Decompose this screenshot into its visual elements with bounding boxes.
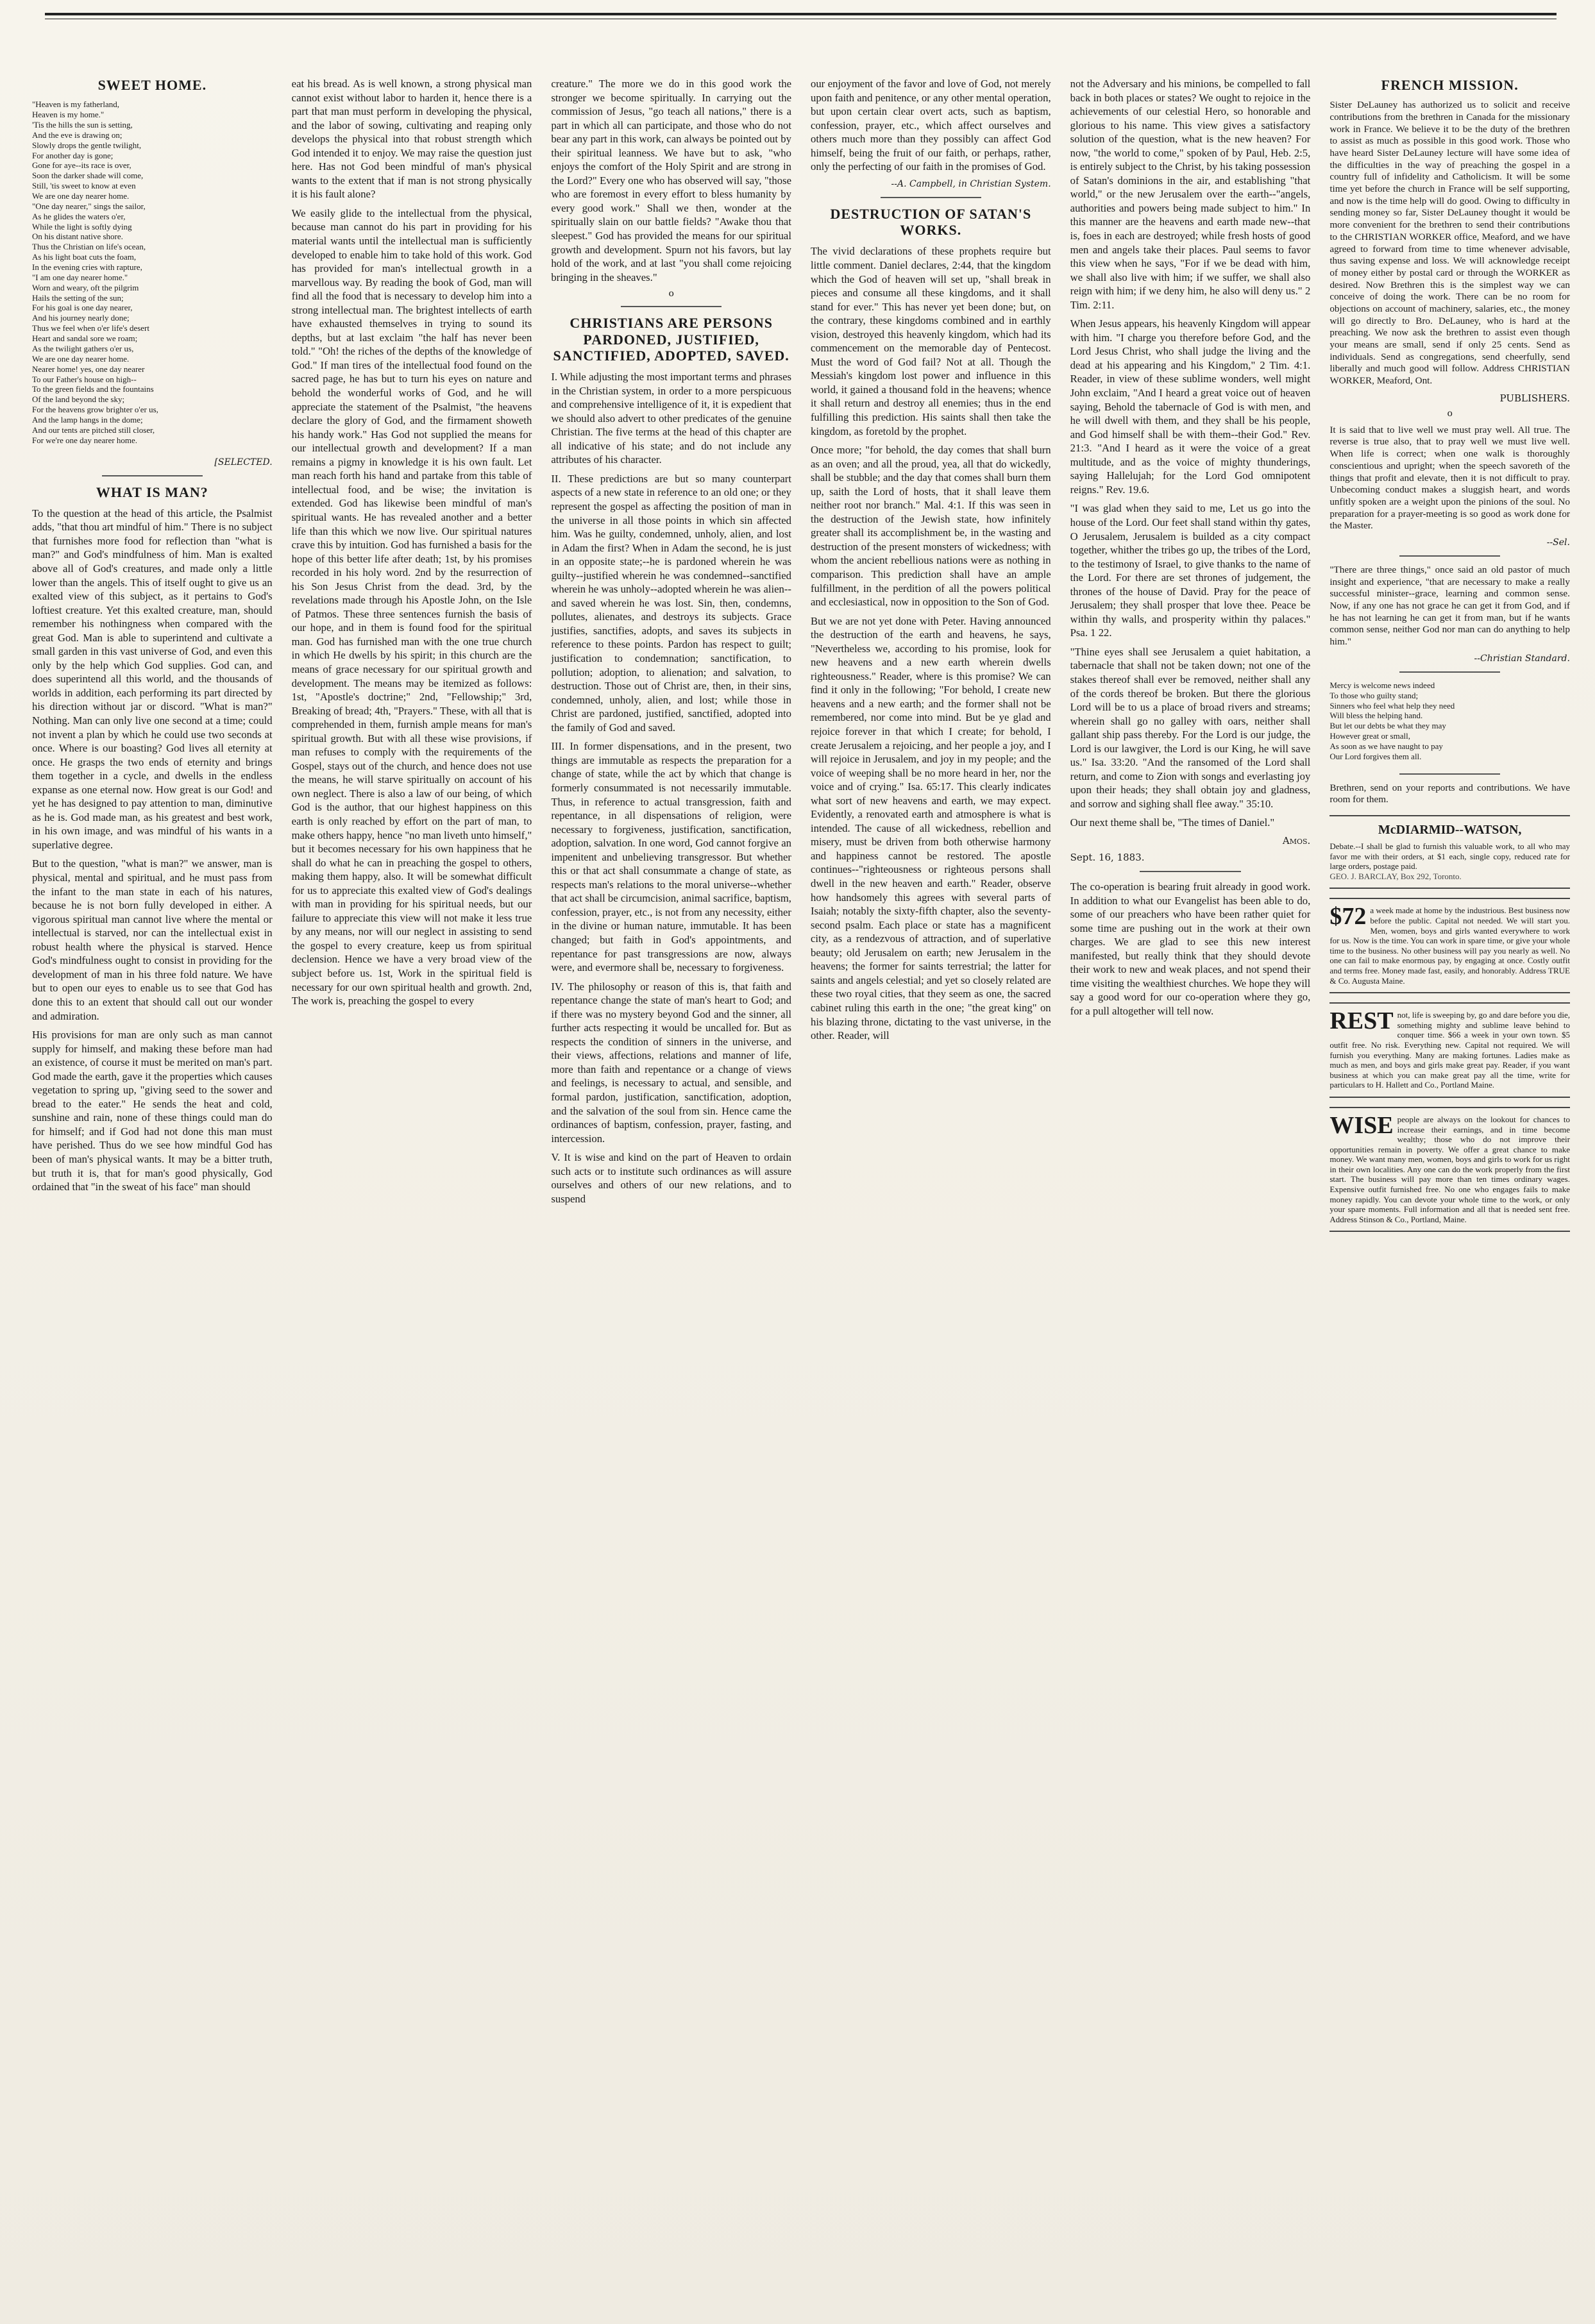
poem-line: And our tents are pitched still closer,: [32, 425, 155, 435]
destruction-paragraph: Once more; "for behold, the day comes that shall burn as an oven; and all the proud, yea, all that do wickedly, shall be stubble; and the day that comes shall burn them up, saith the Lord of hosts, that it shall leave them neither root nor branch." Mal. 4:1. If this was seen in the destruction of the Jewish state, how infinitely greater shall its accomplishment be, in the wasting and destruction of the present monsters of wickedness; with whom the ancient rebellious nations were as nothing in comparison. This prediction shall have an ample fulfillment, in the perdition of all the powers political and ecclesiastical, now in opposition to the Son of God.: [810, 444, 1051, 609]
amos-signature: Amos.: [1282, 834, 1311, 846]
column-6: [1329, 77, 1571, 2302]
debate-ad: [1329, 815, 1570, 889]
money-ad-1: [1329, 898, 1570, 993]
christians-paragraph: I. While adjusting the most important terms and phrases in the Christian system, in order to a more perspicuous and comprehensive intelligence of it, it is expedient that we should also advert to other predicates of the genuine Christian. The five terms at the head of this chapter are all indicative of his state; and do not include any attributes of his character.: [551, 371, 791, 466]
section-divider: [1399, 671, 1500, 673]
poem-line: And the lamp hangs in the dome;: [32, 414, 143, 425]
sweet-home-poem: [32, 99, 273, 445]
debate-ad-text: Debate.--I shall be glad to furnish this valuable work, to all who may favor me with their orders, at $1 each, single copy, reduced rate for large orders, postage paid.: [1329, 841, 1570, 872]
poem-line: Slowly drops the gentle twilight,: [32, 140, 142, 150]
poem-line: While the light is softly dying: [32, 221, 132, 232]
poem-line: 'Tis the hills the sun is setting,: [32, 120, 133, 130]
poem-line: And his journey nearly done;: [32, 313, 130, 323]
money-ad-1-text: a week made at home by the industrious. Best business now before the public. Capital not needed. We will start you. Men, women, boys and girls wanted everywhere to work for us. Now is the time. You can work in spare time, or give your whole time to the business. No other business will pay you nearly as well. No one can fail to make enormous pay, by engaging at once. Costly outfit and terms free. Money made fast, easily, and honorably. Address TRUE & Co. Augusta Maine.: [1329, 905, 1570, 986]
destruction-continued: "Thine eyes shall see Jerusalem a quiet habitation, a tabernacle that shall not be taken down; not one of the stakes thereof shall ever be removed, neither shall any of the cords thereof be broken. But there the glorious Lord will be to us a place of broad rivers and streams; wherein shall go no galley with oars, neither shall gallant ship pass thereby. For the Lord is our judge, the Lord is our lawgiver, the Lord is our King, he will save us." Isa. 33:20. "And the ransomed of the Lord shall return, and come to Zion with songs and everlasting joy upon their heads; they shall obtain joy and gladness, and sorrow and sighing shall flee away." 35:10.: [1070, 645, 1311, 810]
poem-line: As his light boat cuts the foam,: [32, 252, 137, 262]
destruction-paragraph: The vivid declarations of these prophets require but little comment. Daniel declares, 2:44, that the kingdom which the God of heaven will set up, "shall break in pieces and consume all these kingdoms, and it shall stand for ever." This has never yet been done; but, on the contrary, these kingdoms combined and in earthly vision, destroyed this heavenly kingdom, which had its commencement on the memorable day of Pentecost. Must the word of God fail? Not at all. Though the Messiah's kingdom lost power and influence in this world, it gained a thousand fold in the heavens; whence it shall return and destroy all enemies; thus in the end fulfilling this prediction. His saints shall then take the kingdom, as foretold by the prophet.: [810, 245, 1051, 437]
what-is-man-paragraph: His provisions for man are only such as man cannot supply for himself, and making these before man had an existence, of course it must be merited on man's part. God made the earth, gave it the properties which causes vegetation to spring up, "giving seed to the sower and bread to the eater." He sends the heat and cold, sunshine and rain, none of these things could man do for himself; and if God had not done this man must have perished. Thus do we see how mindful God has been of man's physical wants. It may be a bitter truth, but truth it is, that for man's good physically, God ordained that "in the sweat of his face" man should: [32, 1029, 273, 1193]
destruction-closing: Our next theme shall be, "The times of Daniel.": [1070, 816, 1275, 829]
what-is-man-continued: eat his bread. As is well known, a strong physical man cannot exist without labor to harden it, hence there is a part that man must perform in developing the physical, and the labor of sowing, cultivating and reaping only develops the physical into that robust strength which God intended it to enjoy. We may raise the question just here. Has not God been mindful of man's physical wants to the extent that if man is not strong physically it is his fault alone?: [291, 78, 532, 201]
money-ad-2-head: REST: [1329, 1007, 1394, 1035]
column-3: [551, 77, 793, 2302]
money-ad-2-text: not, life is sweeping by, go and dare before you die, something mighty and sublime leave behind to conquer time. $66 a week in your own town. $5 outfit free. No risk. Everything new. Capital not required. We will furnish you everything. Many are making fortunes. Ladies make as much as men, and boys and girls make great pay. Reader, if you want business at which you can make great pay all the time, write for particulars to H. Hallett and Co., Portland Maine.: [1329, 1010, 1570, 1090]
destruction-continued: not the Adversary and his minions, be compelled to fall back in both places or states? We ought to rejoice in the achievements of our celestial Hero, so honorable and glorious to his name. This view gives a satisfactory solution of the question, what is the new heaven? For now, "the world to come," spoken of by Paul, Heb. 2:5, is entirely subject to the Christ, by his taking possession of Satan's dominions in the air, and establishing "that world," or the new Jerusalem over the earth--"angels, authorities and powers being made subject to him." In this manner are the heavens and earth made new--that is, foes in each are destroyed; while fresh hosts of good men and angels take their places. Paul seems to favor this view when he says, "For if we be dead with him, we shall also live with him; if we suffer, we shall also reign with him; if we deny him, he also will deny us." 2 Tim. 2:11.: [1070, 78, 1311, 311]
poem-line: Worn and weary, oft the pilgrim: [32, 282, 139, 292]
column-5: [1070, 77, 1312, 2302]
poem-line: However great or small,: [1329, 731, 1410, 741]
sweet-home-credit: [SELECTED.: [214, 457, 273, 467]
poem-line: Soon the darker shade will come,: [32, 171, 144, 181]
poem-line: Thus the Christian on life's ocean,: [32, 242, 146, 252]
what-is-man-continued: We easily glide to the intellectual from the physical, because man cannot do his part in providing for his material wants until the intellectual man is sufficiently developed to enable him to take hold of this work. God has provided for man's intellectual growth in a marvellous way. By reading the book of God, man will find all the food that is necessary to develop him into a strong intellectual man. The brightest intellects of earth have exhausted themselves in trying to sound its depths, but at last exclaim "the half has never been told." "Oh! the riches of the depths of the knowledge of God." If man tires of the intellectual food found on the sacred page, he has but to turn his eyes on nature and behold the wonderful works of God, and he will appreciate the statement of the Psalmist, "the heavens declare the glory of God, and the firmament showeth his handy work." Has God not supplied the means for our intellectual growth and development? If a man remains a pigmy in knowledge it is his own fault. Let man reach forth his hand and partake from this table of intellectual food, and be wise; the invitation is extended. God has likewise been mindful of man's spiritual wants. He has revealed another and a better life than this which we now live. Our spiritual natures crave this by intuition. God has furnished a basis for the hope of this better life after death; 1st, by his promises recorded in his holy word. 2nd by the resurrection of his Son Jesus Christ from the dead. 3rd, by the revelations made through his Apostle John, on the Isle of Patmos. These three sentences furnish the basis of our hope, and in them is found food for the spiritual man. God has furnished man with the one true church in which He dwells by his spirit; in this church are the means of grace necessary for our spiritual growth and development. The means may be itemized as follows: 1st, "Apostle's doctrine;" 2nd, "Fellowship;" 3rd, Breaking of bread; 4th, "Prayers." These, with all that is comprehended in them, furnish ample means for man's spiritual growth. But with all these wise provisions, if man refuses to comply with the requirements of the Gospel, stays out of the church, and hence does not use the means, he will starve spiritually on account of his own neglect. There is also a law of our being, of which God is the author, that our highest happiness on this earth is only reached by effort on the part of man, to make others happy, hence "no man liveth unto himself," but it becomes necessary for his own happiness that he shall do what he can in preaching the gospel to others, making them happy, also. It will be somewhat difficult for us to appreciate this exalted view of God's dealings with man in providing for his spiritual needs, but our failure to appreciate this view will not make it less true by any means, nor will our neglect in assisting to send the gospel to every creature, keep us from spiritual declension. Hence we have a very broad view of the subject before us. 1st, Work in the spiritual field is necessary for our own spiritual health and growth. 2nd, The work is, preaching the gospel to every: [291, 206, 532, 1007]
what-is-man-paragraph: But to the question, "what is man?" we answer, man is physical, mental and spiritual, and he must pass from the infant to the man state in each of his natures, because he is not born fully developed in either. A vigorous spiritual man cannot live where the mental or intellectual is starved, nor can the intellectual exist in robust health where the physical is starved. Hence God's mindfulness ought to consist in providing for the development of man in his three fold nature. We have but to open our eyes to enable us to see that God has done this to an extent that should call out our wonder and admiration.: [32, 857, 273, 1022]
section-divider: [1399, 773, 1500, 775]
poem-line: Heart and sandal sore we roam;: [32, 333, 138, 344]
christians-paragraph: IV. The philosophy or reason of this is, that faith and repentance change the state of man's heart to God; and if there was no mystery beyond God and the sinner, all further acts respecting it would be uncalled for. But as respects the condition of sinners in the universe, and their views, affections, relations and manner of life, more than faith and repentance or a change of views and feelings, is necessary to actual, and sensible, and formal pardon, justification, sanctification, adoption, and the salvation of the soul from sin. Hence came the ordinances of baptism, confession, prayer, fasting, and intercession.: [551, 980, 791, 1145]
money-ad-3-head: WISE: [1329, 1111, 1394, 1139]
destruction-paragraph: But we are not yet done with Peter. Having announced the destruction of the earth and heavens, he says, "Nevertheless we, according to his promise, look for new heavens and a new earth wherein dwells righteousness." Reader, where is this promise? We can find it only in the following; "For behold, I create new heavens and a new earth; and the former shall not be remembered, nor come into mind. But be ye glad and rejoice forever in that which I create; for behold, I create Jerusalem a rejoicing, and her people a joy, and I will rejoice in Jerusalem, and joy in my people; and the voice of weeping shall be no more heard in her, nor the voice and of crying." Isa. 65:17. This clearly indicates what sort of new heavens and earth, we may expect. Evidently, a renovated earth and atmosphere is what is intended. The cause of all wickedness, rebellion and misery, must be driven from both otherwise harmony and happiness cannot be restored. The apostle continues--"righteousness or righteous persons shall dwell in the new heaven and earth." Reader, observe how handsomely this agrees with several parts of Isaiah; notably the sixty-fifth chapter, also the seventy-second psalm. Each place or state has a magnificent city, as a rendezvous of attraction, and of superlative beauty; old Jerusalem on earth; new Jerusalem in the heavens; the former for saints terrestrial; the latter for saints and angels celestial; and yet so closely related are these two royal cities, that they seem as one, the sacred cabinet ruling this earth in the one; "the great king" on his blazing throne, dictating to the vast universe, in the other. Reader, will: [810, 614, 1051, 1042]
destruction-title: DESTRUCTION OF SATAN'S WORKS.: [830, 205, 1032, 239]
what-is-man-title: WHAT IS MAN?: [96, 484, 208, 500]
money-ad-3-text: people are always on the lookout for chances to increase their earnings, and in time become wealthy; those who do not improve their opportunities remain in poverty. We offer a great chance to make money. We want many men, women, boys and girls to work for us right in their own localities. Any one can do the work properly from the first start. The business will pay more than ten times ordinary wages. Expensive outfit furnished free. No one who engages fails to make money rapidly. You can devote your whole time to the work, or only your spare moments. Full information and all that is needed sent free. Address Stinson & Co., Portland, Maine.: [1329, 1114, 1570, 1224]
debate-ad-head: McDIARMID--WATSON,: [1378, 823, 1522, 838]
poem-line: To those who guilty stand;: [1329, 690, 1419, 700]
brethren-note: Brethren, send on your reports and contributions. We have room for them.: [1329, 782, 1570, 805]
christians-ending: our enjoyment of the favor and love of God, not merely upon faith and penitence, or any other mental operation, but upon certain clear overt acts, such as baptism, confession, prayer, etc., which affect ourselves and others much more than they possibly can affect God himself, being the fruit of our faith, or perhaps, rather, only the perfecting of our faith in the promises of God.: [810, 78, 1051, 173]
newspaper-columns: [32, 77, 1571, 2302]
section-divider: [621, 306, 722, 307]
three-things-credit: --Christian Standard.: [1474, 653, 1570, 664]
poem-line: To the green fields and the fountains: [32, 384, 154, 394]
poem-line: As he glides the waters o'er,: [32, 211, 126, 221]
debate-ad-signature: GEO. J. BARCLAY, Box 292, Toronto.: [1329, 871, 1462, 881]
poem-line: "One day nearer," sings the sailor,: [32, 201, 146, 211]
christians-paragraph: II. These predictions are but so many counterpart aspects of a new state in reference to an old one; or they represent the gospel as affecting the position of man in the universe in all those points in which sin affected him. Was he guilty, condemned, unholy, alien, and lost in Adam the first? When in Adam the second, he is just in an opposite state;--he is pardoned wherein he was guilty--justified wherein he was condemned--sanctified wherein he was unholy--adopted wherein he was alien--and saved wherein he was lost. Sin, then, condemns, pollutes, alienates, and destroys its subjects. Grace justifies, sanctifies, adopts, and saves its subjects in reference to these points. Pardon has respect to guilt; justification to condemnation; sanctification, to pollution; adoption, to alienation; and salvation, to destruction. Those out of Christ are, then, in their sins, condemned, unholy, alien, and lost; while those in Christ are pardoned, justified, sanctified, adopted into the family of God and saved.: [551, 472, 791, 734]
ornament: o: [1447, 408, 1453, 419]
mercy-poem: [1329, 680, 1570, 762]
poem-line: For we're one day nearer home.: [32, 435, 138, 445]
french-mission-title: FRENCH MISSION.: [1381, 77, 1519, 93]
section-divider: [881, 197, 981, 198]
poem-line: Mercy is welcome news indeed: [1329, 680, 1435, 690]
poem-line: Sinners who feel what help they need: [1329, 700, 1455, 711]
destruction-continued: "I was glad when they said to me, Let us go into the house of the Lord. Our feet shall stand within thy gates, O Jerusalem, Jerusalem is builded as a city compact together, whither the tribes go up, the tribes of the Lord, to the testimony of Israel, to give thanks to the name of the Lord. For there are set thrones of judgement, the thrones of the house of David. Pray for the peace of Jerusalem; they shall prosper that love thee. Peace be within thy walls, and prosperity within thy palaces." Psa. 1 22.: [1070, 502, 1311, 639]
poem-line: Our Lord forgives them all.: [1329, 751, 1422, 761]
christians-title: CHRISTIANS ARE PERSONS PARDONED, JUSTIFIED, SANCTIFIED, ADOPTED, SAVED.: [553, 315, 789, 364]
poem-line: For his goal is one day nearer,: [32, 303, 133, 313]
money-ad-1-head: $72: [1329, 903, 1367, 930]
ornament: o: [668, 289, 674, 299]
three-things-paragraph: "There are three things," once said an old pastor of much insight and experience, "that are necessary to make a really successful minister--grace, learning and common sense. Now, if any one has not grace he can get it from God, and if he has not learning he can get it from man, but if he wants common sense, neither God nor man can do anything to help him.": [1329, 564, 1570, 648]
destruction-continued: When Jesus appears, his heavenly Kingdom will appear with him. "I charge you therefore before God, and the Lord Jesus Christ, who shall judge the living and the dead at his appearing and his Kingdom," 2 Tim. 4:1. Reader, in view of these sublime wonders, well might John exclaim, "And I heard a great voice out of heaven saying, Behold the tabernacle of God is with men, and he will dwell with them, and they shall be his people, and God himself shall be with them--their God." Rev. 21:3. "And I heard as it were the voice of a great multitude, and as the voice of mighty thunderings, saying Hallelujah; for the Lord God omnipotent reigns." Rev. 19.6.: [1070, 317, 1311, 496]
poem-line: In the evening cries with rapture,: [32, 262, 142, 273]
poem-line: We are one day nearer home.: [32, 353, 130, 364]
poem-line: For the heavens grow brighter o'er us,: [32, 405, 158, 415]
poem-line: "Heaven is my fatherland,: [32, 99, 119, 110]
poem-line: "I am one day nearer home.": [32, 272, 128, 282]
poem-line: But let our debts be what they may: [1329, 721, 1446, 731]
column-4: [811, 77, 1052, 2302]
section-divider: [1399, 555, 1500, 557]
publishers-signature: PUBLISHERS.: [1499, 392, 1570, 404]
poem-line: Nearer home! yes, one day nearer: [32, 364, 145, 374]
christians-credit: --A. Campbell, in Christian System.: [891, 178, 1051, 189]
sweet-home-title: SWEET HOME.: [97, 77, 207, 93]
poem-line: Still, 'tis sweet to know at even: [32, 181, 136, 191]
poem-line: Heaven is my home.": [32, 110, 105, 120]
prayer-credit: --Sel.: [1546, 537, 1570, 548]
poem-line: Gone for aye--its race is over,: [32, 160, 131, 171]
section-divider: [1140, 871, 1240, 872]
poem-line: As the twilight gathers o'er us,: [32, 343, 134, 353]
poem-line: We are one day nearer home.: [32, 191, 130, 201]
cooperation-paragraph: The co-operation is bearing fruit already in good work. In addition to what our Evangelist has been able to do, some of our preachers who have been rather quiet for some time are pushing out in the work at their own charges. We are glad to see this new interest manifested, but really think that they should devote their work to new and weak places, and not spend their time visiting the wealthiest churches. We hope they will say a good word for our co-operation where they go, for a pull altogether will tell now.: [1070, 880, 1311, 1017]
poem-line: For another day is gone;: [32, 150, 114, 160]
christians-paragraph: V. It is wise and kind on the part of Heaven to ordain such acts or to institute such ordinances as will assure ourselves and others of our new relations, and to suspend: [551, 1151, 791, 1205]
poem-line: As soon as we have naught to pay: [1329, 741, 1443, 751]
what-is-man-ending: creature." The more we do in this good work the stronger we become spiritually. In carrying out the commission of Jesus, "go teach all nations," there is a part in which all can participate, and those who do not bear any part in this work, can always be pointed out by their spiritual leanness. We have but to ask, "who enjoys the comfort of the Holy Spirit and are strong in the Lord?" Every one who has observed will say, "those who are foremost in every effort to bless humanity by every good work." Shall we then, wonder at the spiritually slain on our battle fields? "Awake thou that sleepest." God has provided the means for our spiritual growth and development. Spurn not his favors, but lay hold of the work, and at last "you shall come rejoicing bringing in the sheaves.": [551, 78, 791, 283]
christians-paragraph: III. In former dispensations, and in the present, two things are immutable as respects the preparation for a change of state, while the act by which that change is formerly consummated is not necessarily immutable. Thus, in reference to actual transgression, faith and repentance, in all dispensations of religion, were necessary to forgiveness, justification, sanctification, adoption, salvation. In one word, God cannot forgive an impenitent and unbelieving transgressor. But whether this or that act shall consummate a change of state, as respects man's relations to the moral universe--whether that act shall be circumcision, animal sacrifice, baptism, confession, prayer, etc., is not from any necessity, either in the divine or human nature, immutable. It has been changed; but faith in God's appointments, and repentance for past transgressions are now, always were, and evermore shall be, necessary to forgiveness.: [551, 740, 791, 974]
poem-line: Of the land beyond the sky;: [32, 394, 125, 405]
poem-line: And the eve is drawing on;: [32, 130, 122, 140]
article-date: Sept. 16, 1883.: [1070, 851, 1145, 863]
what-is-man-paragraph: To the question at the head of this article, the Psalmist adds, "that thou art mindful of him." There is no subject that furnishes more food for reflection than "what is man?" and God's mindfulness of him. Man is exalted above all of God's creatures, and made only a little lower than the angels. This of itself ought to give us an exalted view of this subject, as it pertains to God's loftiest creature. Yet this exalted creature, man, should remember his nothingness when compared with the great God. Man is able to superintend and cultivate a small garden in this vast universe of God, and even this only by the help which God supplies. God can, and does superintend all this world, and the thousands of worlds in addition, each performing its part directed by his direction without jar or discord. "What is man?" Nothing. Man can only live one second at a time; could not invent a plan by which he could use two seconds at once. Where is our boasting? God lives all eternity at once. He grasps the two ends of eternity and brings them together in a cycle, and dwells in the endless expanse as one eternal now. How great is our God! and yet he has designed to pay attention to man, diminutive as he is. God made man, as his greatest and best work, in his own image, and was mindful of his wants in a superlative degree.: [32, 507, 273, 851]
column-2: [292, 77, 534, 2302]
poem-line: To our Father's house on high--: [32, 374, 137, 384]
money-ad-2: [1329, 1002, 1570, 1098]
poem-line: On his distant native shore.: [32, 232, 123, 242]
poem-line: Will bless the helping hand.: [1329, 711, 1423, 721]
poem-line: Thus we feel when o'er life's desert: [32, 323, 150, 333]
column-1: [32, 77, 274, 2302]
section-divider: [102, 475, 203, 476]
poem-line: Hails the setting of the sun;: [32, 292, 124, 303]
prayer-paragraph: It is said that to live well we must pray well. All true. The reverse is true also, that to pray well we must live well. When life is correct; when one walk is thoroughly conscientious and upright; when the speech savoreth of the things that profit and elevate, then it is not difficult to pray. Unbecoming conduct makes a sluggish heart, and words unfitly spoken are a weight upon the pinions of the soul. No preparation for a prayer-meeting is so good as work done for the Master.: [1329, 424, 1570, 532]
money-ad-3: [1329, 1107, 1570, 1233]
french-mission-paragraph: Sister DeLauney has authorized us to solicit and receive contributions from the brethren in Canada for the missionary work in France. We believe it to be the duty of the brethren to assist as much as possible in this good work. Those who have heard Sister DeLauney lecture will have some idea of the difficulties in the way of preaching the gospel in a country full of infidelity and Catholicism. It will be some time yet before the church in France will be self supporting, and now is the time help will do good. Owing to difficulty in sending money so far, Sister DeLauney thought it would be more convenient for the brethren to send their contributions to the CHRISTIAN WORKER office, Meaford, and we have agreed to forward from time to time whenever advisable, thus saving expense and loss. We will acknowledge receipt of money either by postal card or through the WORKER as desired. Now Brethren this is the simplest way we can conceive of doing the work. There can be no room for objections on account of machinery, salaries, etc., the money will go directly to Bro. DeLauney, who is hard at the preaching. We now ask the brethren to assist even though your means are small, send if only 25 cents. Send as individuals. Send as congregations, send cheerfully, send liberally and much good will follow. Address CHRISTIAN WORKER, Meaford, Ont.: [1329, 99, 1570, 387]
top-rule: [45, 13, 1557, 19]
